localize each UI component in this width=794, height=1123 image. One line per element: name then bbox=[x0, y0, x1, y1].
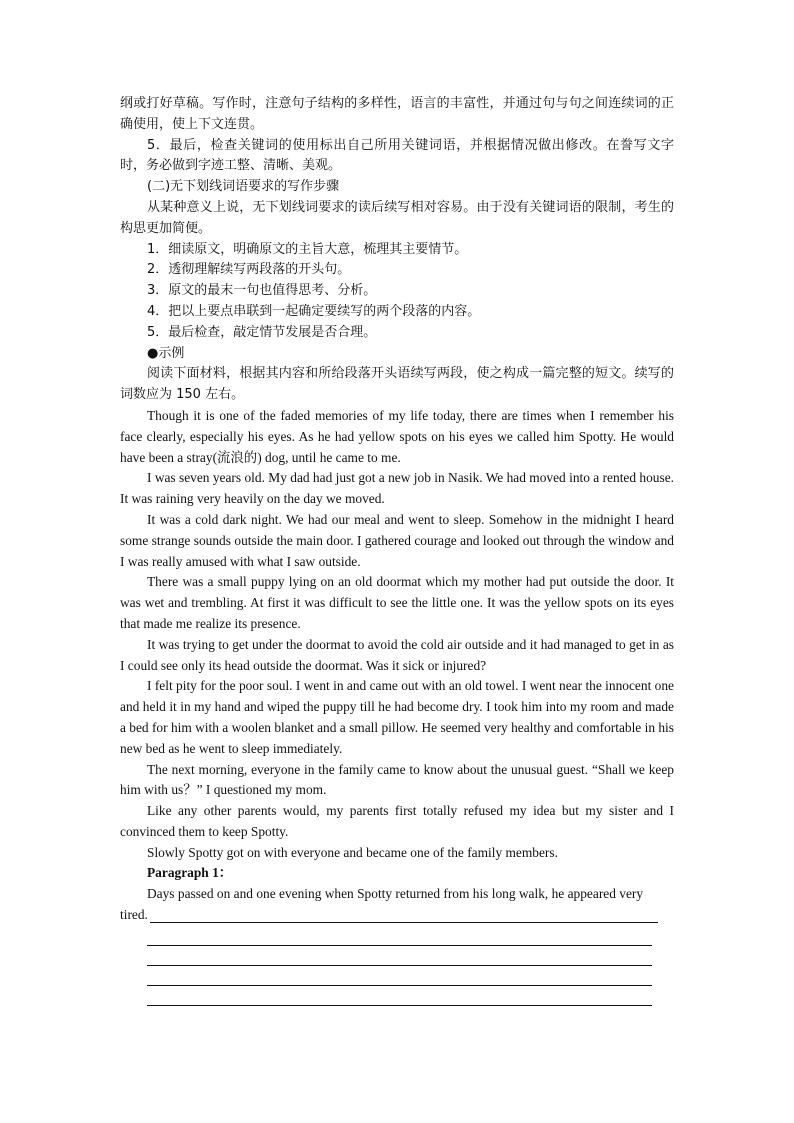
story-paragraph: Though it is one of the faded memories of my life today, there are times when I remember his face clearly, especially his eyes. As he had yellow spots on his eyes we called him Spotty. He would have been a stray(流浪的) dog, until he came to me. bbox=[120, 407, 674, 465]
step-item: 3．原文的最末一句也值得思考、分析。 bbox=[147, 283, 377, 299]
story-paragraph: It was a cold dark night. We had our meal and went to sleep. Somehow in the midnight I heard some strange sounds outside the main door. I gathered courage and looked out through the window and I was really amused with what I saw outside. bbox=[120, 511, 674, 569]
answer-first-line bbox=[120, 905, 674, 926]
step-item: 2．透彻理解续写两段落的开头句。 bbox=[147, 262, 351, 278]
answer-line[interactable] bbox=[147, 986, 652, 1006]
paragraph1-start: Days passed on and one evening when Spotty returned from his long walk, he appeared very bbox=[147, 886, 644, 902]
intro-paragraph: 纲或打好草稿。写作时，注意句子结构的多样性，语言的丰富性，并通过句与句之间连续词的正确使用，使上下文连贯。 bbox=[120, 96, 674, 132]
paragraph1-start-end: tired. bbox=[120, 907, 148, 923]
story-paragraph: I felt pity for the poor soul. I went in and came out with an old towel. I went near the innocent one and held it in my hand and wiped the puppy till he had become dry. I took him into my room and made a bed for him with a woolen blanket and a small pillow. He seemed very healthy and comfortable in his new bed as he went to sleep immediately. bbox=[120, 678, 674, 756]
step-item: 4．把以上要点串联到一起确定要续写的两个段落的内容。 bbox=[147, 303, 481, 319]
paragraph1-label: Paragraph 1： bbox=[147, 865, 233, 881]
story-paragraph: It was trying to get under the doormat to avoid the cold air outside and it had managed to get in as I could see only its head outside the doormat. Was it sick or injured? bbox=[120, 636, 674, 673]
example-label: ●示例 bbox=[147, 345, 185, 361]
document-page bbox=[120, 94, 674, 1006]
step-item: 5．最后检查，敲定情节发展是否合理。 bbox=[147, 324, 377, 340]
story-paragraph: I was seven years old. My dad had just got a new job in Nasik. We had moved into a rented house. It was raining very heavily on the day we moved. bbox=[120, 470, 674, 507]
story-paragraph: Slowly Spotty got on with everyone and became one of the family members. bbox=[147, 844, 558, 860]
story-paragraph: There was a small puppy lying on an old doormat which my mother had put outside the door. It was wet and trembling. At first it was difficult to see the little one. It was the yellow spots on its eyes that made me realize its presence. bbox=[120, 574, 674, 631]
story-paragraph: Like any other parents would, my parents first totally refused my idea but my sister and I convinced them to keep Spotty. bbox=[120, 803, 674, 839]
intro-paragraph: 5．最后，检查关键词的使用标出自己所用关键词语，并根据情况做出修改。在誊写文字时，务必做到字迹工整、清晰、美观。 bbox=[120, 137, 674, 174]
answer-line[interactable] bbox=[147, 926, 652, 946]
instruction-text: 阅读下面材料，根据其内容和所给段落开头语续写两段，使之构成一篇完整的短文。续写的词数应为 150 左右。 bbox=[120, 366, 674, 403]
answer-line[interactable] bbox=[147, 946, 652, 966]
answer-line[interactable] bbox=[150, 908, 658, 923]
section-heading: (二)无下划线词语要求的写作步骤 bbox=[147, 179, 340, 195]
section-intro: 从某种意义上说，无下划线词要求的读后续写相对容易。由于没有关键词语的限制，考生的构思更加简便。 bbox=[120, 199, 674, 236]
step-item: 1．细读原文，明确原文的主旨大意，梳理其主要情节。 bbox=[147, 241, 468, 257]
story-paragraph: The next morning, everyone in the family came to know about the unusual guest. “Shall we keep him with us？” I questioned my mom. bbox=[120, 761, 674, 798]
answer-line[interactable] bbox=[147, 966, 652, 986]
